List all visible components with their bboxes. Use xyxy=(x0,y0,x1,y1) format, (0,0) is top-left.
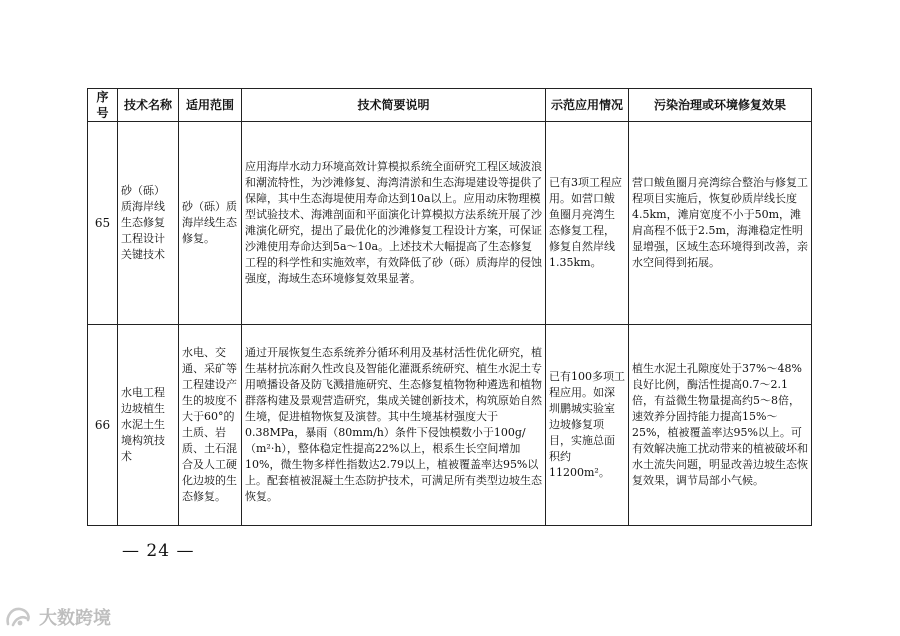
effect-cell: 植生水泥土孔隙度处于37%～48%良好比例，酶活性提高0.7～2.1倍，有益微生物量提高约5～8倍，速效养分固持能力提高15%～25%，植被覆盖率达95%以上。可有效解决施工扰动带来的植被破坏和水土流失问题，明显改善边坡生态恢复效果，调节局部小气候。 xyxy=(629,325,812,526)
tech-name-cell: 水电工程边坡植生水泥土生境构筑技术 xyxy=(118,325,179,526)
header-scope: 适用范围 xyxy=(179,89,242,122)
header-description: 技术简要说明 xyxy=(242,89,546,122)
row-number: 65 xyxy=(88,122,118,325)
watermark-text: 大数跨境 xyxy=(39,608,111,629)
description-cell: 通过开展恢复生态系统养分循环利用及基材活性优化研究，植生基材抗冻耐久性改良及智能化灌溉系统研究、植生水泥土专用喷播设备及防飞溅措施研究、生态修复植物物种遴选和植物群落构建及景观营造研究，集成关键创新技术，构筑原始自然生境，促进植物恢复及演替。其中生境基材强度大于0.38MPa，暴雨（80mm/h）条件下侵蚀模数小于100g/（m²·h），整体稳定性提高22%以上，根系生长空间增加10%，微生物多样性指数达2.79以上，植被覆盖率达95%以上。配套植被混凝土生态防护技术，可满足所有类型边坡生态恢复。 xyxy=(242,325,546,526)
scope-cell: 水电、交通、采矿等工程建设产生的坡度不大于60°的土质、岩质、土石混合及人工硬化边坡的生态修复。 xyxy=(179,325,242,526)
tech-name-cell: 砂（砾）质海岸线生态修复工程设计关键技术 xyxy=(118,122,179,325)
demo-cell: 已有3项工程应用。如营口鲅鱼圈月亮湾生态修复工程，修复自然岸线1.35km。 xyxy=(546,122,629,325)
header-no: 序号 xyxy=(88,89,118,122)
table-row xyxy=(88,122,812,325)
demo-cell: 已有100多项工程应用。如深圳鹏城实验室边坡修复项目，实施总面积约11200m²。 xyxy=(546,325,629,526)
header-tech-name: 技术名称 xyxy=(118,89,179,122)
description-cell: 应用海岸水动力环境高效计算模拟系统全面研究工程区域波浪和潮流特性，为沙滩修复、海湾清淤和生态海堤建设等提供了保障，其中生态海堤使用寿命达到10a以上。应用动床物理模型试验技术、海滩剖面和平面演化计算模拟方法系统开展了沙滩演化研究，提出了最优化的沙滩修复工程设计方案，可保证沙滩使用寿命达到5a～10a。上述技术大幅提高了生态修复工程的科学性和实施效率，有效降低了砂（砾）质海岸的侵蚀强度，海域生态环境修复效果显著。 xyxy=(242,122,546,325)
table-header-row xyxy=(88,89,812,122)
watermark xyxy=(4,604,111,630)
table-row xyxy=(88,325,812,526)
header-effect: 污染治理或环境修复效果 xyxy=(629,89,812,122)
scope-cell: 砂（砾）质海岸线生态修复。 xyxy=(179,122,242,325)
technology-table xyxy=(87,88,812,526)
header-demo: 示范应用情况 xyxy=(546,89,629,122)
effect-cell: 营口鲅鱼圈月亮湾综合整治与修复工程项目实施后，恢复砂质岸线长度4.5km，滩肩宽度不小于50m，滩肩高程不低于2.5m，海滩稳定性明显增强，区域生态环境得到改善，亲水空间得到拓展。 xyxy=(629,122,812,325)
brand-logo-icon xyxy=(4,604,34,630)
page-number: — 24 — xyxy=(122,541,195,561)
row-number: 66 xyxy=(88,325,118,526)
